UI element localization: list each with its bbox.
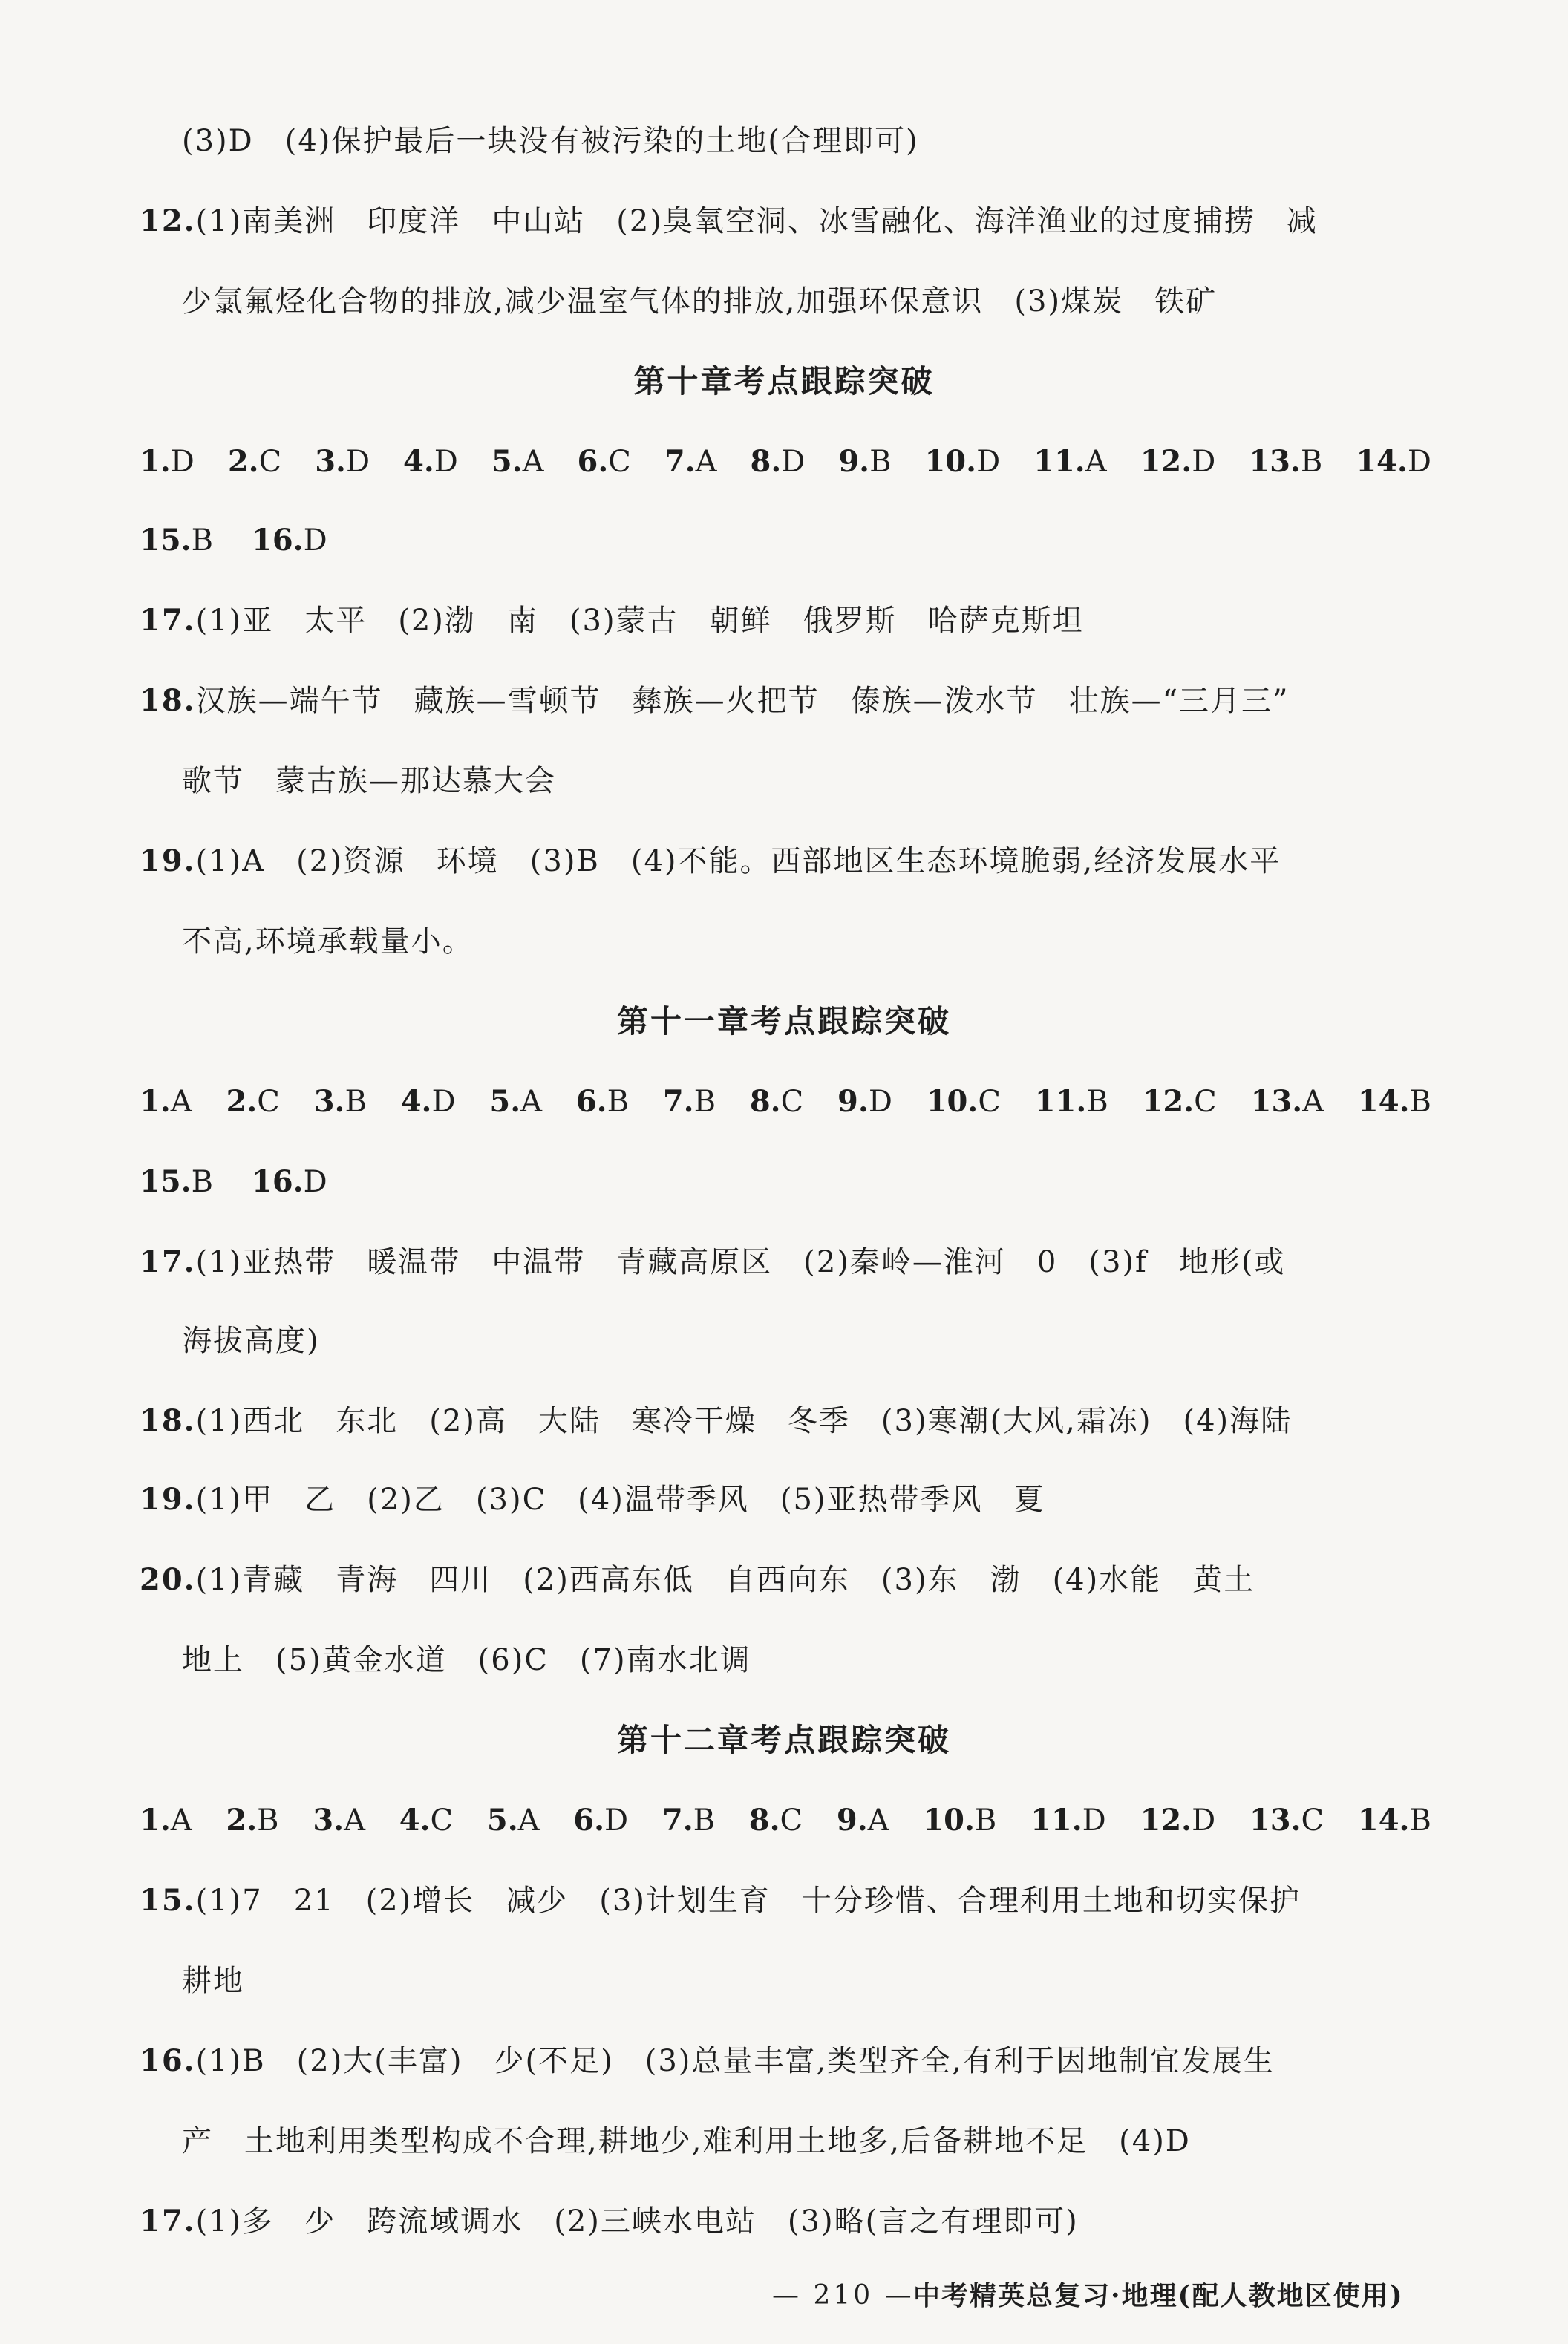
- answer-text: (1)南美洲 印度洋 中山站 (2)臭氧空洞、冰雪融化、海洋渔业的过度捕捞 减: [195, 204, 1318, 238]
- answer-letter: D: [170, 445, 195, 479]
- answer-letter: D: [1192, 445, 1216, 479]
- question-number: 11.: [1034, 1084, 1087, 1119]
- question-12-line-2: 少氯氟烃化合物的排放,减少温室气体的排放,加强环保意识 (3)煤炭 铁矿: [182, 284, 1218, 319]
- answer-letter: B: [869, 445, 892, 479]
- answer-letter: C: [978, 1085, 1001, 1119]
- mc-answer: [1140, 440, 1216, 484]
- answer-letter: B: [191, 1165, 213, 1199]
- page-footer: [0, 2273, 1568, 2318]
- answer-line: (3)D (4)保护最后一块没有被污染的土地(合理即可): [182, 124, 919, 158]
- mc-answer: [663, 1080, 716, 1124]
- question-number: 15.: [140, 1164, 192, 1199]
- question-number: 1.: [140, 444, 171, 479]
- mc-answer: [1251, 1080, 1324, 1124]
- question-number: 4.: [400, 1084, 432, 1119]
- answer-letter: B: [607, 1085, 630, 1119]
- mc-answer: [489, 1080, 542, 1124]
- question-number: 5.: [489, 1084, 521, 1119]
- question-number: 17.: [140, 1244, 196, 1279]
- question-number: 18.: [140, 1403, 196, 1438]
- question-number: 12.: [1142, 1084, 1195, 1119]
- chapter-11-heading: 第十一章考点跟踪突破: [616, 1003, 951, 1039]
- question-number: 7.: [664, 444, 696, 479]
- answer-letter: D: [781, 445, 806, 479]
- question-number: 10.: [923, 1803, 975, 1838]
- answer-letter: D: [434, 445, 458, 479]
- answer-letter: A: [1085, 445, 1107, 479]
- answer-text: (1)甲 乙 (2)乙 (3)C (4)温带季风 (5)亚热带季风 夏: [195, 1483, 1045, 1517]
- mc-answer: [491, 440, 544, 484]
- answer-letter: B: [1409, 1085, 1431, 1119]
- question-number: 2.: [226, 1803, 258, 1838]
- chapter-10-mc-row-2: [140, 518, 327, 563]
- answer-letter: A: [520, 1085, 543, 1119]
- question-number: 8.: [748, 1803, 780, 1838]
- chapter-10-heading: 第十章考点跟踪突破: [633, 363, 935, 399]
- answer-letter: B: [974, 1803, 997, 1838]
- answer-letter: A: [522, 445, 544, 479]
- question-number: 14.: [1356, 444, 1408, 479]
- mc-answer: [1358, 1798, 1431, 1843]
- answer-letter: C: [1194, 1085, 1217, 1119]
- mc-answer: [140, 1080, 192, 1124]
- chapter-10-question-19-line-1: [140, 839, 1281, 884]
- mc-answer: [1033, 440, 1106, 484]
- mc-answer: [314, 1080, 367, 1124]
- answer-letter: C: [608, 445, 631, 479]
- mc-answer: [401, 1080, 456, 1124]
- question-number: 16.: [140, 2043, 196, 2078]
- chapter-10-mc-row-1: [140, 440, 1431, 484]
- answer-letter: C: [257, 1085, 280, 1119]
- chapter-11-question-19: [140, 1478, 1045, 1522]
- answer-letter: B: [257, 1803, 279, 1838]
- mc-answer: [315, 440, 370, 484]
- chapter-11-mc-row-2: [140, 1160, 327, 1204]
- question-number: 11.: [1033, 444, 1085, 479]
- mc-answer: [1250, 1798, 1324, 1843]
- question-number: 9.: [838, 444, 870, 479]
- answer-letter: D: [303, 523, 327, 558]
- mc-answer: [1358, 1080, 1431, 1124]
- question-number: 16.: [252, 523, 304, 558]
- question-number: 4.: [403, 444, 434, 479]
- question-number: 17.: [140, 603, 196, 638]
- chapter-11-mc-row-1: [140, 1080, 1431, 1124]
- chapter-10-question-19-line-2: 不高,环境承载量小。: [182, 924, 474, 959]
- mc-answer: [750, 440, 805, 484]
- mc-answer: [837, 1080, 892, 1124]
- mc-answer: [577, 440, 630, 484]
- chapter-10-question-18-line-1: [140, 679, 1290, 723]
- answer-letter: D: [604, 1803, 629, 1838]
- answer-letter: C: [780, 1085, 804, 1119]
- answer-text: 汉族—端午节 藏族—雪顿节 彝族—火把节 傣族—泼水节 壮族—“三月三”: [195, 684, 1290, 718]
- answer-text: (1)多 少 跨流域调水 (2)三峡水电站 (3)略(言之有理即可): [195, 2204, 1079, 2239]
- mc-answer: [576, 1080, 629, 1124]
- chapter-12-question-16-line-2: 产 土地利用类型构成不合理,耕地少,难利用土地多,后备耕地不足 (4)D: [182, 2124, 1191, 2158]
- answer-letter: D: [1407, 445, 1431, 479]
- answer-letter: D: [345, 445, 370, 479]
- answer-letter: D: [303, 1165, 327, 1199]
- question-number: 12.: [1140, 1803, 1192, 1838]
- answer-letter: D: [431, 1085, 456, 1119]
- answer-letter: D: [1192, 1803, 1216, 1838]
- mc-answer: [1249, 440, 1322, 484]
- answer-letter: C: [258, 445, 282, 479]
- chapter-10-question-17: [140, 598, 1084, 643]
- mc-answer: [924, 440, 1000, 484]
- mc-answer: [837, 1798, 889, 1843]
- question-number: 17.: [140, 2204, 196, 2239]
- question-number: 8.: [750, 444, 782, 479]
- question-number: 13.: [1250, 1084, 1303, 1119]
- answer-letter: B: [344, 1085, 367, 1119]
- answer-letter: C: [1301, 1803, 1324, 1838]
- question-number: 16.: [252, 1164, 304, 1199]
- answer-text: (1)青藏 青海 四川 (2)西高东低 自西向东 (3)东 渤 (4)水能 黄土: [195, 1563, 1255, 1597]
- chapter-12-question-15-line-2: 耕地: [182, 1964, 244, 1998]
- question-number: 5.: [491, 444, 523, 479]
- answer-letter: B: [1086, 1085, 1108, 1119]
- mc-answer: [664, 440, 717, 484]
- mc-answer: [838, 440, 891, 484]
- question-number: 8.: [749, 1084, 781, 1119]
- mc-answer: [923, 1798, 996, 1843]
- mc-answer: [399, 1798, 453, 1843]
- answer-letter: B: [1409, 1803, 1431, 1838]
- question-number: 2.: [227, 444, 259, 479]
- answer-letter: A: [1302, 1085, 1324, 1119]
- book-title: 中考精英总复习·地理(配人教地区使用): [913, 2280, 1404, 2311]
- question-number: 10.: [926, 1084, 979, 1119]
- question-number: 2.: [226, 1084, 258, 1119]
- answer-text: (1)7 21 (2)增长 减少 (3)计划生育 十分珍惜、合理利用土地和切实保护: [195, 1884, 1301, 1918]
- mc-answer: [226, 1080, 279, 1124]
- mc-answer: [313, 1798, 365, 1843]
- answer-text: (1)A (2)资源 环境 (3)B (4)不能。西部地区生态环境脆弱,经济发展水平: [195, 844, 1281, 878]
- question-number: 9.: [837, 1084, 869, 1119]
- mc-answer: [1030, 1798, 1106, 1843]
- answer-letter: B: [693, 1803, 716, 1838]
- question-number: 12.: [140, 203, 196, 238]
- question-number: 1.: [140, 1803, 171, 1838]
- chapter-11-question-17-line-1: [140, 1240, 1285, 1284]
- chapter-12-question-17: [140, 2199, 1079, 2244]
- mc-answer: [749, 1798, 803, 1843]
- question-number: 18.: [140, 683, 196, 718]
- question-number: 14.: [1357, 1084, 1410, 1119]
- chapter-12-heading: 第十二章考点跟踪突破: [616, 1722, 951, 1758]
- question-number: 13.: [1249, 444, 1301, 479]
- mc-answer: [403, 440, 458, 484]
- mc-answer: [140, 1798, 192, 1843]
- answer-letter: A: [170, 1803, 192, 1838]
- chapter-11-question-17-line-2: 海拔高度): [182, 1324, 320, 1358]
- answer-letter: B: [1300, 445, 1323, 479]
- question-number: 12.: [1140, 444, 1192, 479]
- question-number: 1.: [140, 1084, 171, 1119]
- chapter-12-question-16-line-1: [140, 2039, 1275, 2083]
- mc-answer: [487, 1798, 540, 1843]
- question-number: 7.: [662, 1803, 693, 1838]
- mc-answer: [252, 518, 327, 563]
- answer-letter: D: [1082, 1803, 1106, 1838]
- answer-letter: A: [867, 1803, 889, 1838]
- answer-text: (1)B (2)大(丰富) 少(不足) (3)总量丰富,类型齐全,有利于因地制宜发展生: [195, 2044, 1275, 2078]
- chapter-11-question-20-line-2: 地上 (5)黄金水道 (6)C (7)南水北调: [182, 1643, 751, 1677]
- chapter-10-question-18-line-2: 歌节 蒙古族—那达慕大会: [182, 764, 556, 798]
- question-12-line-1: [140, 199, 1318, 244]
- mc-answer: [1035, 1080, 1108, 1124]
- page-number: — 210 —: [772, 2280, 915, 2311]
- mc-answer: [140, 518, 213, 563]
- mc-answer: [662, 1798, 715, 1843]
- question-number: 3.: [315, 444, 346, 479]
- answer-letter: A: [344, 1803, 365, 1838]
- answer-letter: D: [976, 445, 1001, 479]
- answer-text: (1)亚热带 暖温带 中温带 青藏高原区 (2)秦岭—淮河 0 (3)f 地形(或: [195, 1245, 1286, 1279]
- mc-answer: [750, 1080, 803, 1124]
- mc-answer: [573, 1798, 628, 1843]
- question-number: 13.: [1249, 1803, 1301, 1838]
- question-number: 3.: [313, 1803, 344, 1838]
- question-number: 11.: [1030, 1803, 1082, 1838]
- answer-letter: C: [430, 1803, 454, 1838]
- question-number: 19.: [140, 1482, 196, 1517]
- answer-letter: A: [695, 445, 717, 479]
- chapter-11-question-18: [140, 1399, 1292, 1443]
- question-number: 3.: [313, 1084, 345, 1119]
- answer-letter: A: [170, 1085, 192, 1119]
- mc-answer: [140, 440, 195, 484]
- question-number: 4.: [399, 1803, 431, 1838]
- mc-answer: [226, 1798, 278, 1843]
- chapter-12-mc-row-1: [140, 1798, 1431, 1843]
- mc-answer: [1140, 1798, 1215, 1843]
- question-number: 7.: [662, 1084, 694, 1119]
- mc-answer: [140, 1160, 213, 1204]
- question-number: 9.: [836, 1803, 868, 1838]
- question-number: 10.: [924, 444, 977, 479]
- answer-letter: D: [868, 1085, 892, 1119]
- mc-answer: [1143, 1080, 1217, 1124]
- answer-letter: B: [693, 1085, 716, 1119]
- mc-answer: [1356, 440, 1431, 484]
- question-number: 6.: [577, 444, 609, 479]
- question-number: 19.: [140, 843, 196, 878]
- question-number: 6.: [573, 1803, 605, 1838]
- answer-letter: A: [517, 1803, 540, 1838]
- mc-answer: [252, 1160, 327, 1204]
- question-number: 15.: [140, 523, 192, 558]
- answer-letter: B: [191, 523, 213, 558]
- chapter-12-question-15-line-1: [140, 1878, 1301, 1923]
- question-number: 6.: [575, 1084, 607, 1119]
- answer-text: (1)西北 东北 (2)高 大陆 寒冷干燥 冬季 (3)寒潮(大风,霜冻) (4)海陆: [195, 1404, 1293, 1438]
- chapter-11-question-20-line-1: [140, 1558, 1255, 1602]
- question-number: 5.: [486, 1803, 518, 1838]
- question-number: 15.: [140, 1883, 196, 1918]
- question-number: 14.: [1357, 1803, 1410, 1838]
- question-number: 20.: [140, 1562, 196, 1597]
- mc-answer: [927, 1080, 1001, 1124]
- answer-letter: C: [780, 1803, 803, 1838]
- mc-answer: [228, 440, 281, 484]
- answer-text: (1)亚 太平 (2)渤 南 (3)蒙古 朝鲜 俄罗斯 哈萨克斯坦: [195, 604, 1084, 638]
